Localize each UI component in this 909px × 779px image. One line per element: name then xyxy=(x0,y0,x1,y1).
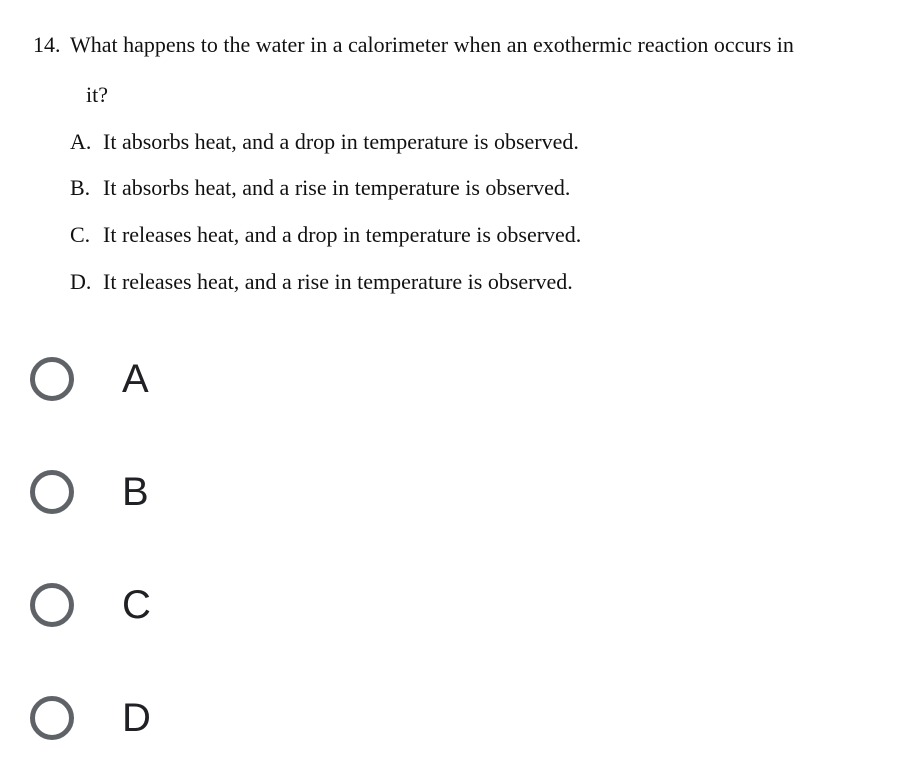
question-number: 14. xyxy=(33,32,61,57)
option-text: It releases heat, and a drop in temperature is observed. xyxy=(103,222,582,247)
option-d xyxy=(70,269,573,295)
radio-circle-icon[interactable] xyxy=(30,696,74,740)
option-letter: B. xyxy=(70,175,91,200)
choice-b-radio[interactable] xyxy=(30,462,149,522)
option-c xyxy=(70,222,581,248)
choice-label[interactable]: C xyxy=(122,582,151,627)
radio-circle-icon[interactable] xyxy=(30,583,74,627)
option-text: It releases heat, and a rise in temperature is observed. xyxy=(103,269,573,294)
question-line-2: it? xyxy=(86,82,108,107)
option-letter: A. xyxy=(70,129,92,154)
option-text: It absorbs heat, and a rise in temperature is observed. xyxy=(103,175,571,200)
choice-label[interactable]: A xyxy=(122,356,149,401)
option-b xyxy=(70,175,570,201)
radio-circle-icon[interactable] xyxy=(30,357,74,401)
choice-label[interactable]: B xyxy=(122,469,149,514)
option-letter: D. xyxy=(70,269,92,294)
choice-d-radio[interactable] xyxy=(30,688,151,748)
option-text: It absorbs heat, and a drop in temperature is observed. xyxy=(103,129,579,154)
choice-c-radio[interactable] xyxy=(30,575,151,635)
option-a xyxy=(70,129,579,155)
question-text: What happens to the water in a calorimeter when an exothermic reaction occurs in xyxy=(70,32,794,57)
question-line-1 xyxy=(33,32,794,58)
option-letter: C. xyxy=(70,222,91,247)
choice-label[interactable]: D xyxy=(122,695,151,740)
radio-circle-icon[interactable] xyxy=(30,470,74,514)
choice-a-radio[interactable] xyxy=(30,349,149,409)
